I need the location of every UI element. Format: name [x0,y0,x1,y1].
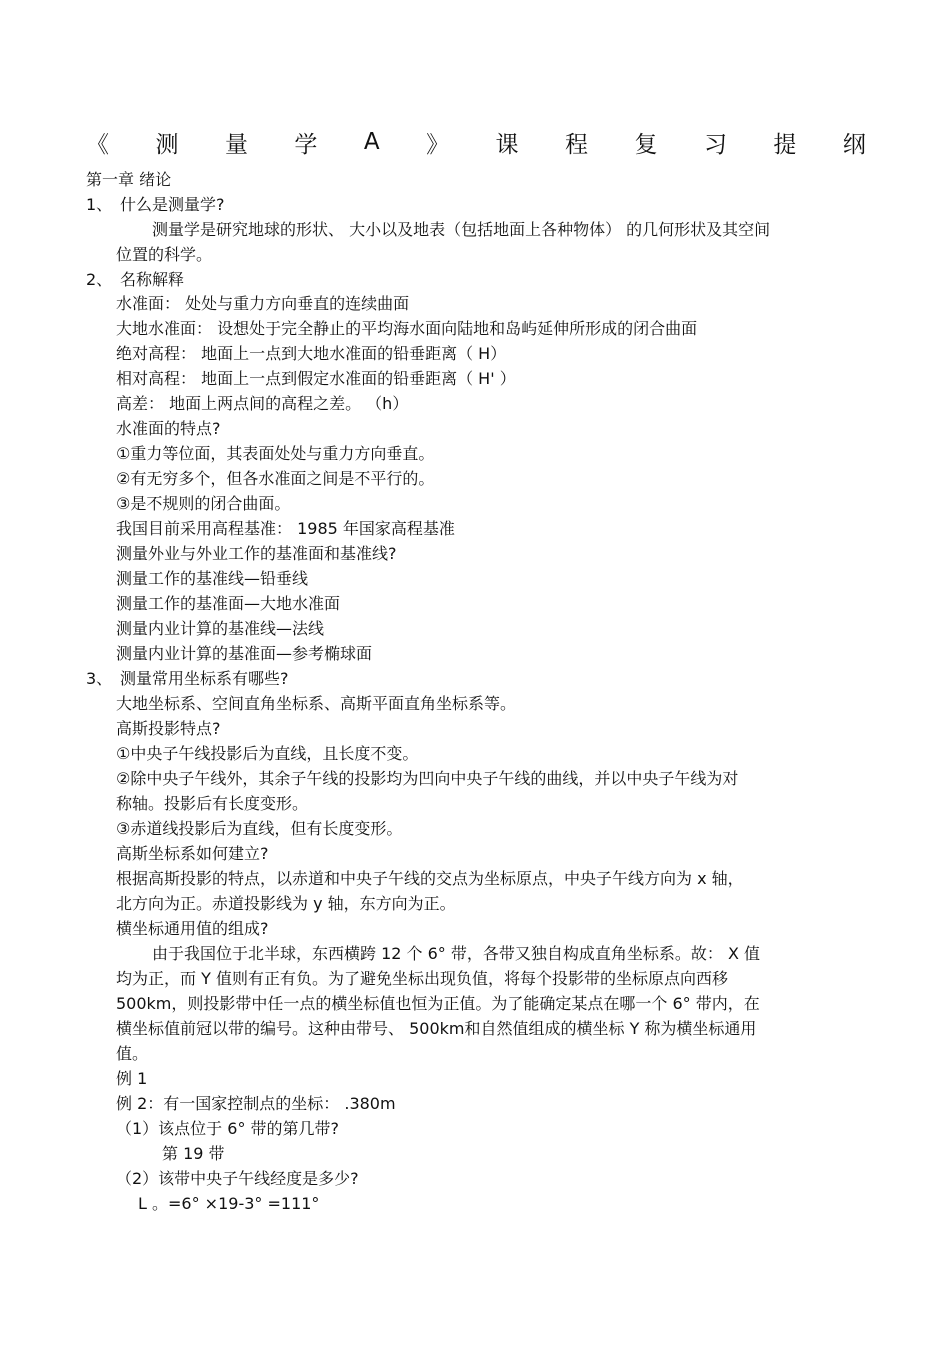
answer-line: 位置的科学。 [116,245,213,264]
title-char: 程 [565,131,589,158]
body-line: 高斯坐标系如何建立? [116,844,269,863]
example-question: （1）该点位于 6° 带的第几带? [116,1119,340,1138]
example-question: （2）该带中央子午线经度是多少? [116,1169,359,1188]
definition-line: 测量外业与外业工作的基准面和基准线? [116,544,397,563]
title-char: 纲 [842,131,866,158]
paragraph-line: 均为正，而 Y 值则有正有负。为了避免坐标出现负值，将每个投影带的坐标原点向西移 [116,969,728,988]
title-char: 测 [155,131,179,158]
paragraph-line: 横坐标值前冠以带的编号。这种由带号、 500km和自然值组成的横坐标 Y 称为横坐标通用 [116,1019,757,1038]
definition-line: 水准面： 处处与重力方向垂直的连续曲面 [116,294,410,313]
title-char: 学 [294,131,318,158]
definition-line: 测量内业计算的基准线—法线 [116,619,325,638]
title-char: 课 [495,131,519,158]
title-char: 》 [426,131,450,158]
question-number: 1、 [86,195,113,214]
paragraph-line: 500km，则投影带中任一点的横坐标值也恒为正值。为了能确定某点在哪一个 6° 带内，在 [116,994,760,1013]
definition-line: 测量内业计算的基准面—参考椭球面 [116,644,373,663]
question-text: 测量常用坐标系有哪些? [120,669,289,688]
example-1-label: 例 1 [116,1069,148,1088]
paragraph-line: 值。 [116,1044,149,1063]
definition-line: ②有无穷多个，但各水准面之间是不平行的。 [116,469,435,488]
title-char: 习 [703,131,727,158]
definition-line: 水准面的特点? [116,419,221,438]
course-title [86,126,866,158]
body-line: ③赤道线投影后为直线，但有长度变形。 [116,819,403,838]
body-line: 称轴。投影后有长度变形。 [116,794,309,813]
definition-line: 高差： 地面上两点间的高程之差。 （h） [116,394,409,413]
definition-line: 大地水准面： 设想处于完全静止的平均海水面向陆地和岛屿延伸所形成的闭合曲面 [116,319,698,338]
definition-line: ③是不规则的闭合曲面。 [116,494,291,513]
question-text: 名称解释 [120,270,185,289]
question-text: 什么是测量学? [120,195,225,214]
definition-line: 相对高程： 地面上一点到假定水准面的铅垂距离（ H' ） [116,369,516,388]
title-char: A [363,129,380,155]
example-2-label: 例 2：有一国家控制点的坐标： .380m [116,1094,396,1113]
body-line: 北方向为正。赤道投影线为 y 轴，东方向为正。 [116,894,456,913]
definition-line: 测量工作的基准线—铅垂线 [116,569,309,588]
question-1 [86,194,225,216]
body-line: 大地坐标系、空间直角坐标系、高斯平面直角坐标系等。 [116,694,517,713]
body-line: 高斯投影特点? [116,719,221,738]
definition-line: 绝对高程： 地面上一点到大地水准面的铅垂距离（ H） [116,344,507,363]
title-char: 复 [634,131,658,158]
definition-line: 我国目前采用高程基准： 1985 年国家高程基准 [116,519,455,538]
paragraph-line: 由于我国位于北半球，东西横跨 12 个 6° 带，各带又独自构成直角坐标系。故： X 值 [152,944,761,963]
title-char: 量 [224,131,248,158]
definition-line: ①重力等位面，其表面处处与重力方向垂直。 [116,444,435,463]
body-line: 横坐标通用值的组成? [116,919,269,938]
body-line: ①中央子午线投影后为直线，且长度不变。 [116,744,419,763]
question-number: 2、 [86,270,113,289]
question-2 [86,269,184,291]
body-line: ②除中央子午线外，其余子午线的投影均为凹向中央子午线的曲线，并以中央子午线为对 [116,769,739,788]
question-number: 3、 [86,669,113,688]
title-char: 《 [86,131,109,158]
question-3 [86,668,289,690]
example-answer: 第 19 带 [162,1144,225,1163]
example-answer: L 。=6° ×19-3° =111° [138,1194,320,1213]
body-line: 根据高斯投影的特点，以赤道和中央子午线的交点为坐标原点，中央子午线方向为 x 轴， [116,869,744,888]
chapter-heading: 第一章 绪论 [86,170,172,189]
answer-line: 测量学是研究地球的形状、 大小以及地表（包括地面上各种物体） 的几何形状及其空间 [152,220,771,239]
title-char: 提 [773,131,797,158]
definition-line: 测量工作的基准面—大地水准面 [116,594,341,613]
